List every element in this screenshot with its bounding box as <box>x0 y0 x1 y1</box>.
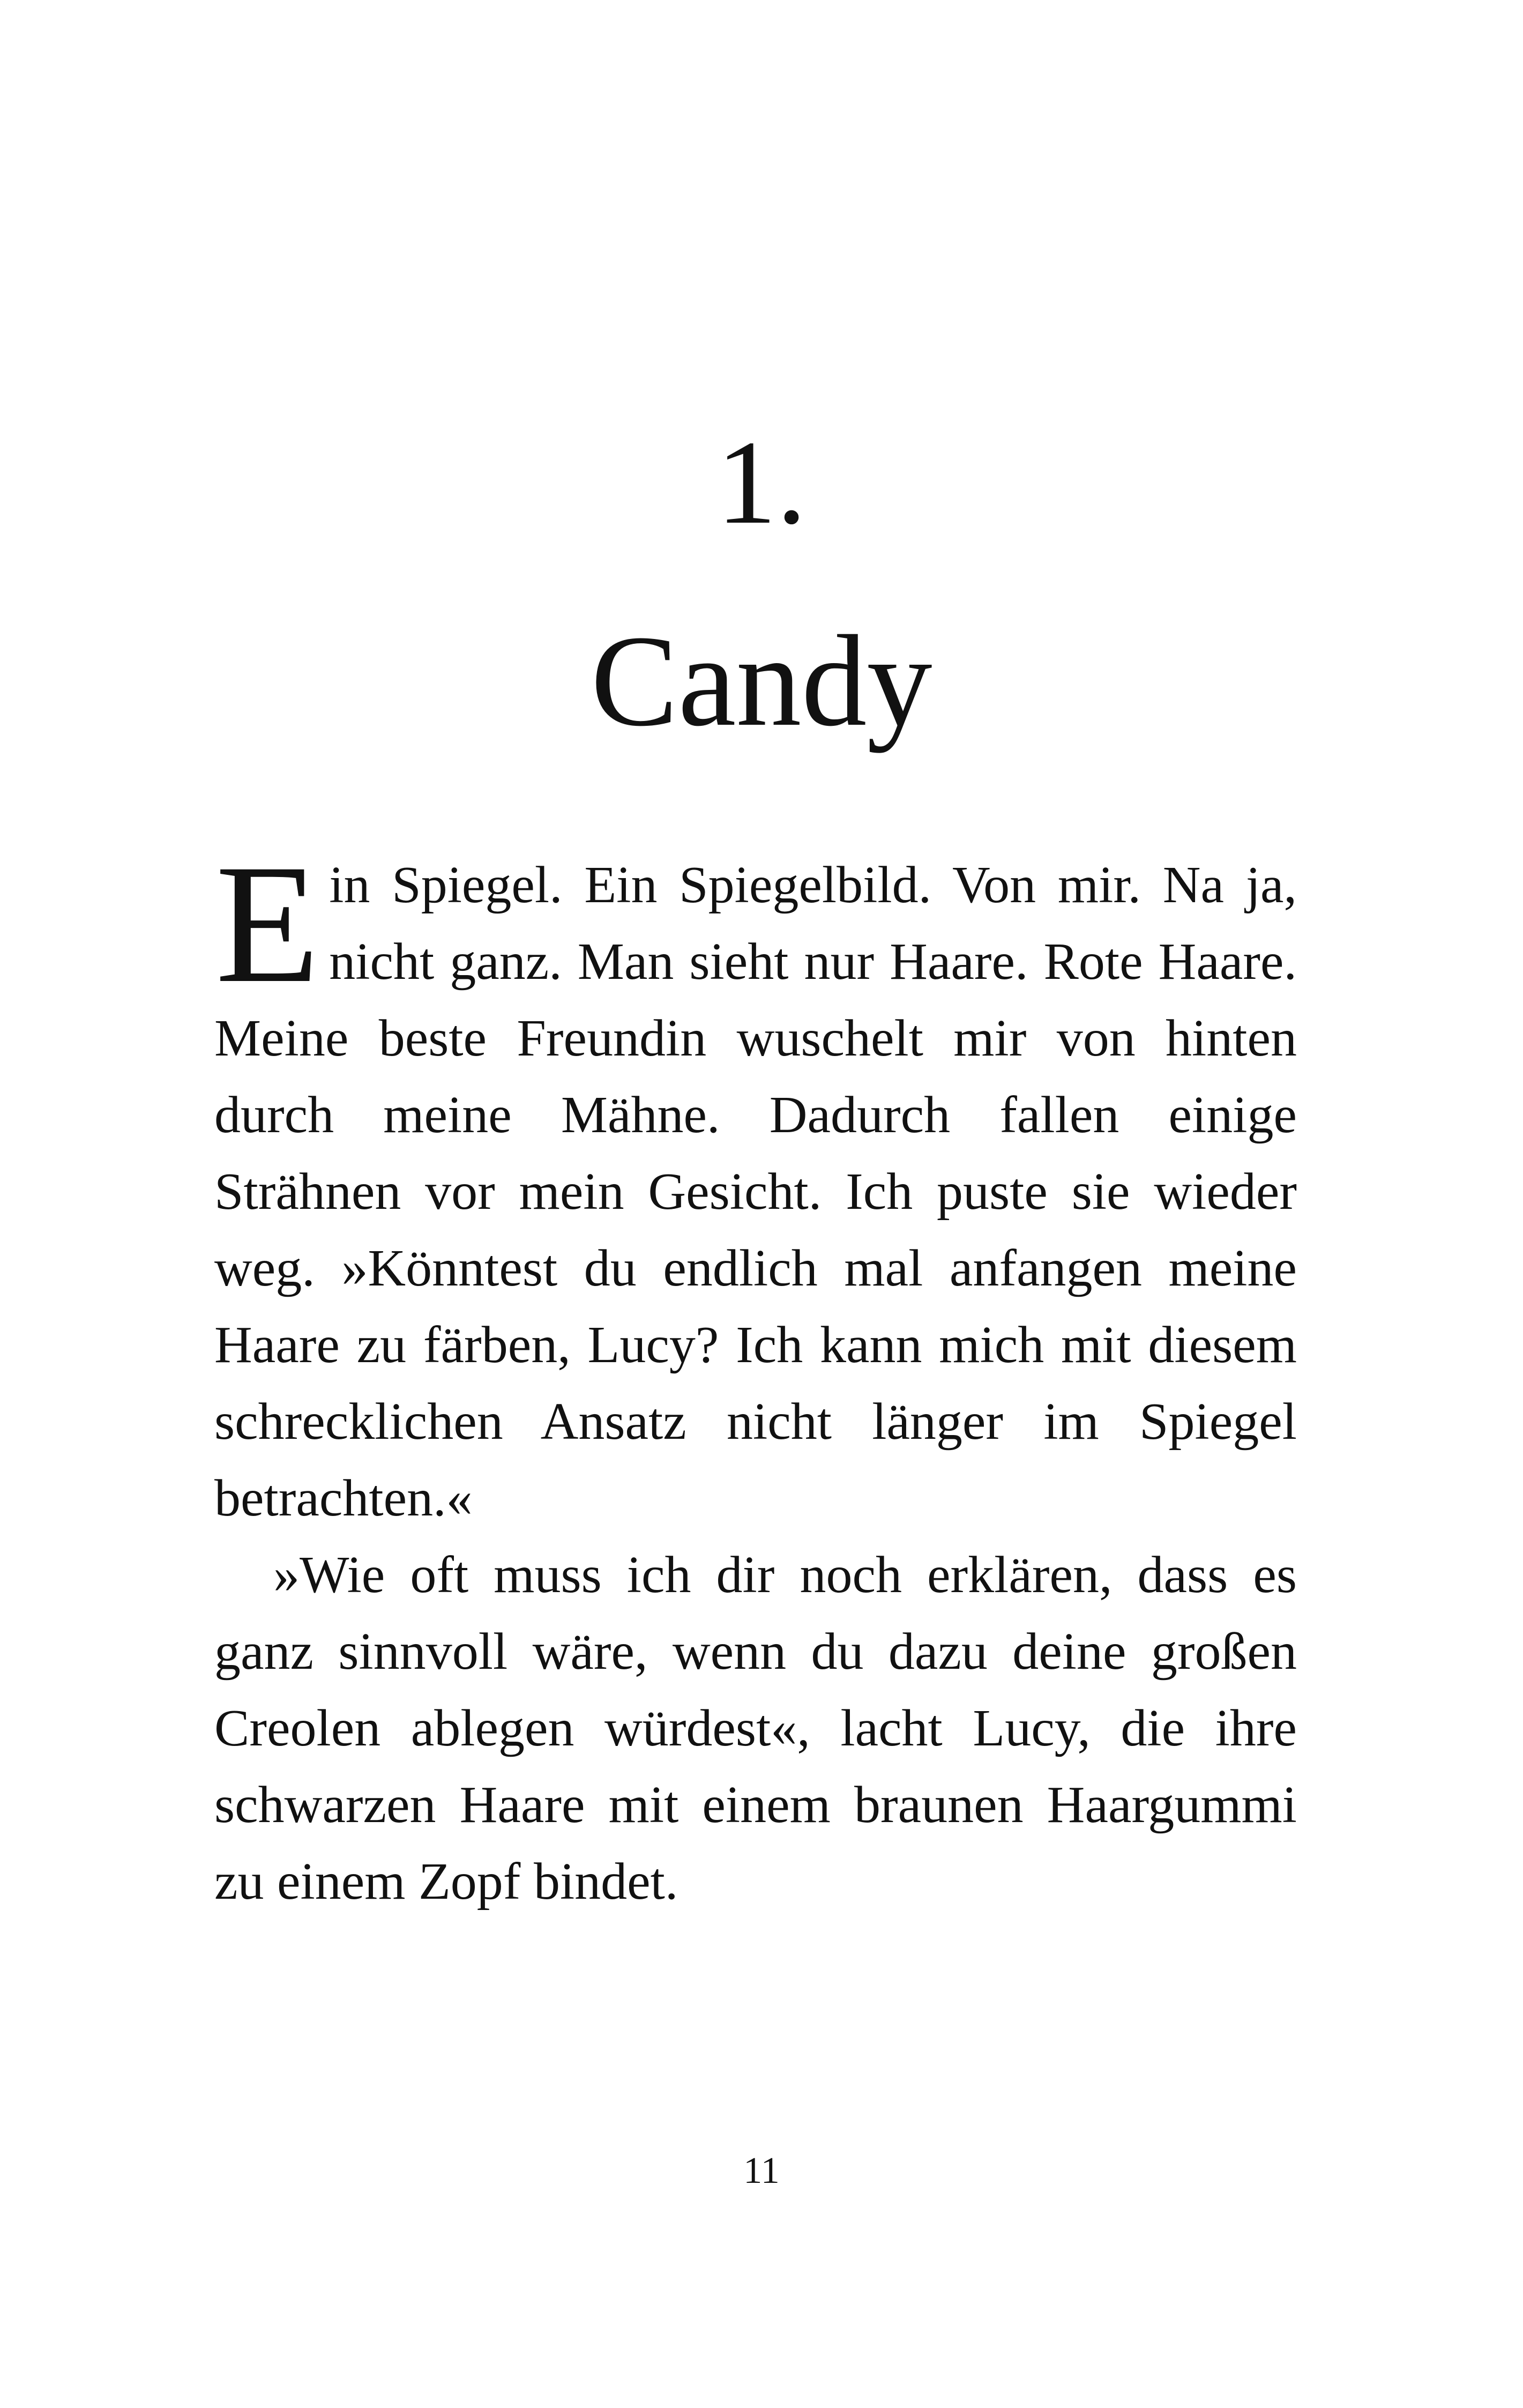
page-number: 11 <box>743 2150 780 2191</box>
drop-cap: E <box>215 829 320 1018</box>
paragraph-1-text: in Spiegel. Ein Spiegelbild. Von mir. Na ja, nicht ganz. Man sieht nur Haare. Rote Haare. Meine beste Freundin wuschelt mir von hinten durch meine Mähne. Dadurch fallen einige Strähnen vor mein Gesicht. Ich puste sie wieder weg. »Könntest du endlich mal anfangen meine Haare zu färben, Lucy? Ich kann mich mit diesem schrecklichen Ansatz nicht länger im Spiegel betrachten.« <box>214 856 1297 1527</box>
paragraph-2: »Wie oft muss ich dir noch erklären, dass es ganz sinnvoll wäre, wenn du dazu deine großen Creolen ablegen würdest«, lacht Lucy, die ihre schwarzen Haare mit einem braunen Haargummi zu einem Zopf bindet. <box>214 1546 1297 1911</box>
body-text <box>214 829 1297 1920</box>
paragraph-1 <box>214 829 1297 1537</box>
chapter-number: 1. <box>716 416 807 549</box>
chapter-title: Candy <box>591 608 932 753</box>
